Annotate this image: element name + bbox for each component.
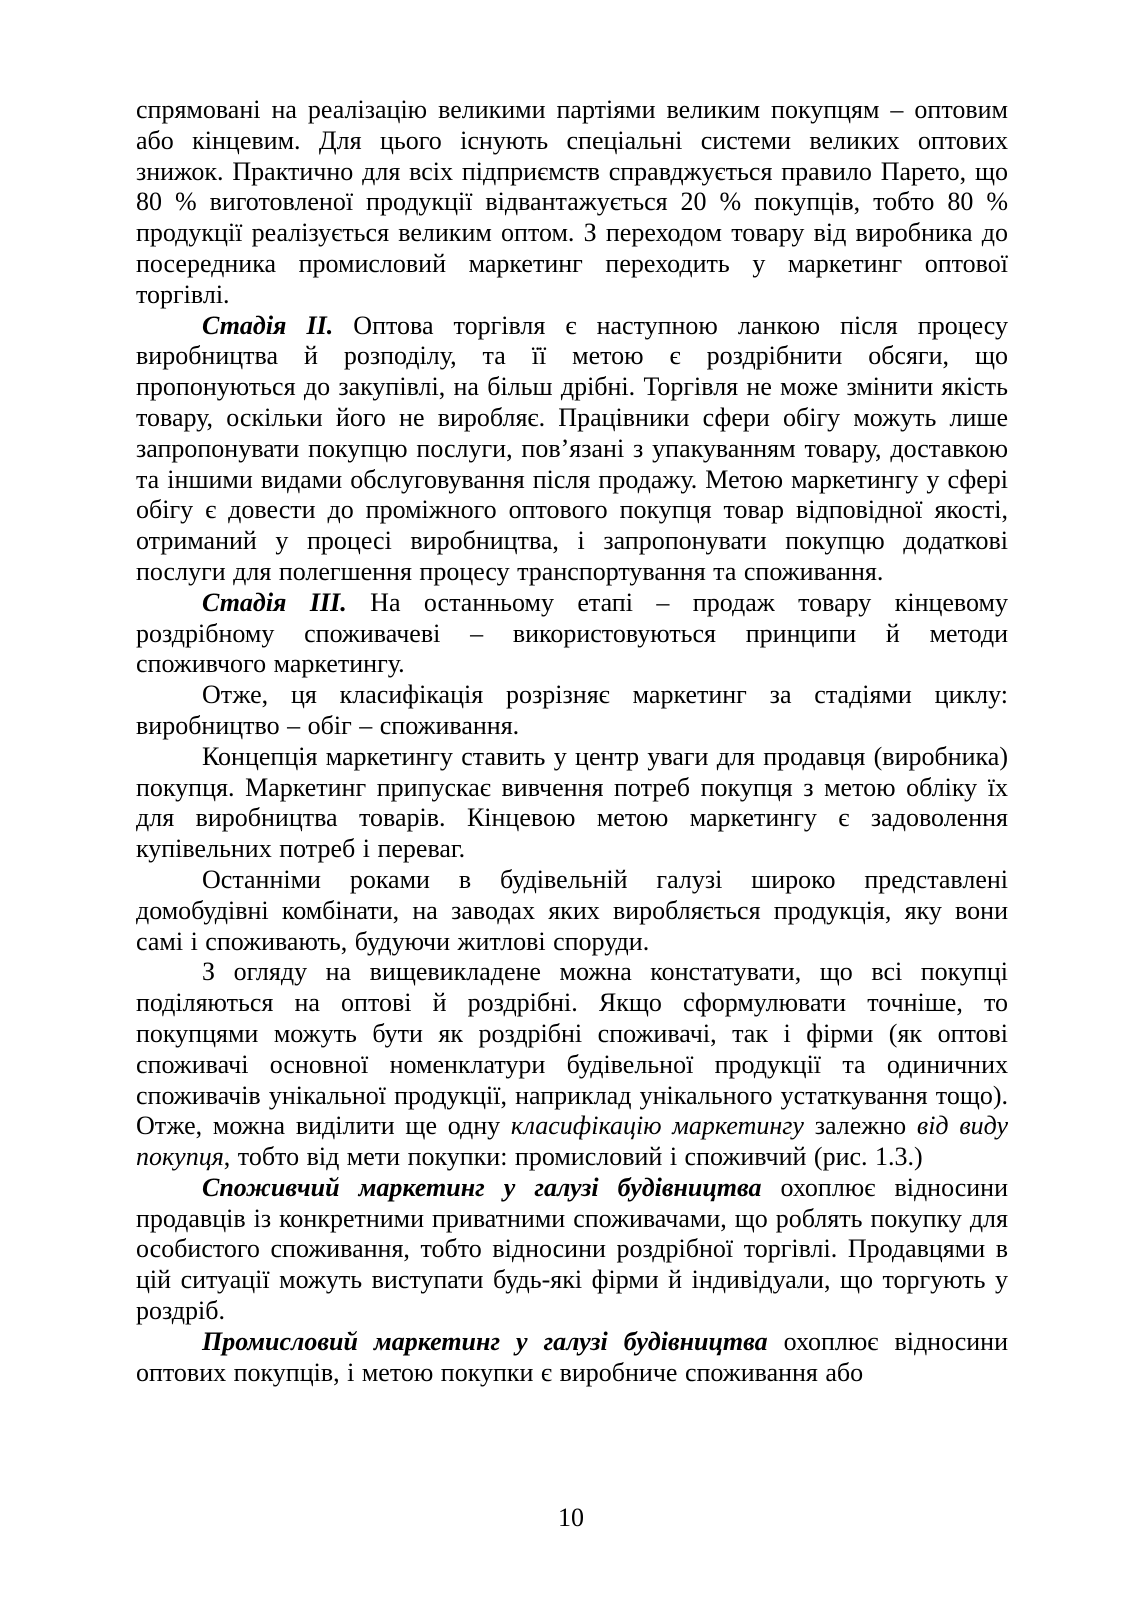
text-run: охоплює відносини продавців із конкретними приватними споживачами, що роблять покупку для особистого споживання, тобто відносини роздрібної торгівлі. Продавцями в цій ситуації можуть виступати будь-які фірми й індивідуали, що торгують у роздріб. bbox=[136, 1172, 1009, 1326]
text-run: , тобто від мети покупки: промисловий і споживчий (рис. 1.3.) bbox=[223, 1142, 923, 1172]
paragraph bbox=[136, 588, 1008, 680]
text-run: Останніми роками в будівельній галузі широко представлені домобудівні комбінати, на заводах яких виробляється продукція, яку вони самі і споживають, будуючи житлові споруди. bbox=[136, 864, 1008, 956]
paragraph bbox=[136, 95, 1008, 311]
text-run: Споживчий маркетинг у галузі будівництва bbox=[202, 1172, 762, 1202]
text-run: спрямовані на реалізацію великими партіями великим покупцям – оптовим або кінцевим. Для цього існують спеціальні системи великих оптових знижок. Практично для всіх підприємств справджується правило Парето, що 80 % виготовленої продукції відвантажується 20 % покупців, тобто 80 % продукції реалізується великим оптом. З переходом товару від виробника до посередника промисловий маркетинг переходить у маркетинг оптової торгівлі. bbox=[136, 95, 1008, 309]
text-run: класифікацію маркетингу bbox=[510, 1111, 804, 1141]
text-run: Оптова торгівля є наступною ланкою після процесу виробництва й розподілу, та її метою є роздрібнити обсяги, що пропонуються до закупівлі, на більш дрібні. Торгівля не може змінити якість товару, оскільки його не виробляє. Працівники сфери обігу можуть лише запропонувати покупцю послуги, пов’язані з упакуванням товару, доставкою та іншими видами обслуговування після продажу. Метою маркетингу у сфері обігу є довести до проміжного оптового покупця товар відповідної якості, отриманий у процесі виробництва, і запропонувати покупцю додаткові послуги для полегшення процесу транспортування та споживання. bbox=[136, 310, 1009, 586]
text-run: Стадія III. bbox=[202, 587, 347, 617]
paragraph bbox=[136, 1327, 1008, 1389]
text-run: На останньому етапі – продаж товару кінцевому роздрібному споживачеві – використовуються принципи й методи споживчого маркетингу. bbox=[136, 587, 1008, 679]
text-run: З огляду на вищевикладене можна констатувати, що всі покупці поділяються на оптові й роздрібні. Якщо сформулювати точніше, то покупцями можуть бути як роздрібні споживачі, так і фірми (як оптові споживачі основної номенклатури будівельної продукції та одиничних споживачів унікальної продукції, наприклад унікального устаткування тощо). Отже, можна виділити ще одну bbox=[136, 957, 1008, 1141]
text-run: Промисловий маркетинг у галузі будівництва bbox=[202, 1326, 768, 1356]
text-run: від виду покупця bbox=[136, 1111, 1008, 1172]
paragraph bbox=[136, 1173, 1008, 1327]
text-run: Стадія II. bbox=[202, 310, 334, 340]
paragraph bbox=[136, 742, 1008, 865]
paragraph bbox=[136, 311, 1008, 588]
paragraph bbox=[136, 957, 1008, 1173]
paragraph bbox=[136, 680, 1008, 742]
page-number: 10 bbox=[558, 1503, 584, 1532]
paragraph bbox=[136, 865, 1008, 957]
text-run: Отже, ця класифікація розрізняє маркетинг за стадіями циклу: виробництво – обіг – споживання. bbox=[136, 680, 1008, 740]
text-run: Концепція маркетингу ставить у центр уваги для продавця (виробника) покупця. Маркетинг припускає вивчення потреб покупця з метою обліку їх для виробництва товарів. Кінцевою метою маркетингу є задоволення купівельних потреб і переваг. bbox=[136, 741, 1008, 864]
text-run: охоплює відносини оптових покупців, і метою покупки є виробниче споживання або bbox=[136, 1326, 1009, 1387]
text-run: залежно bbox=[803, 1111, 917, 1141]
text-block bbox=[136, 95, 1008, 1388]
